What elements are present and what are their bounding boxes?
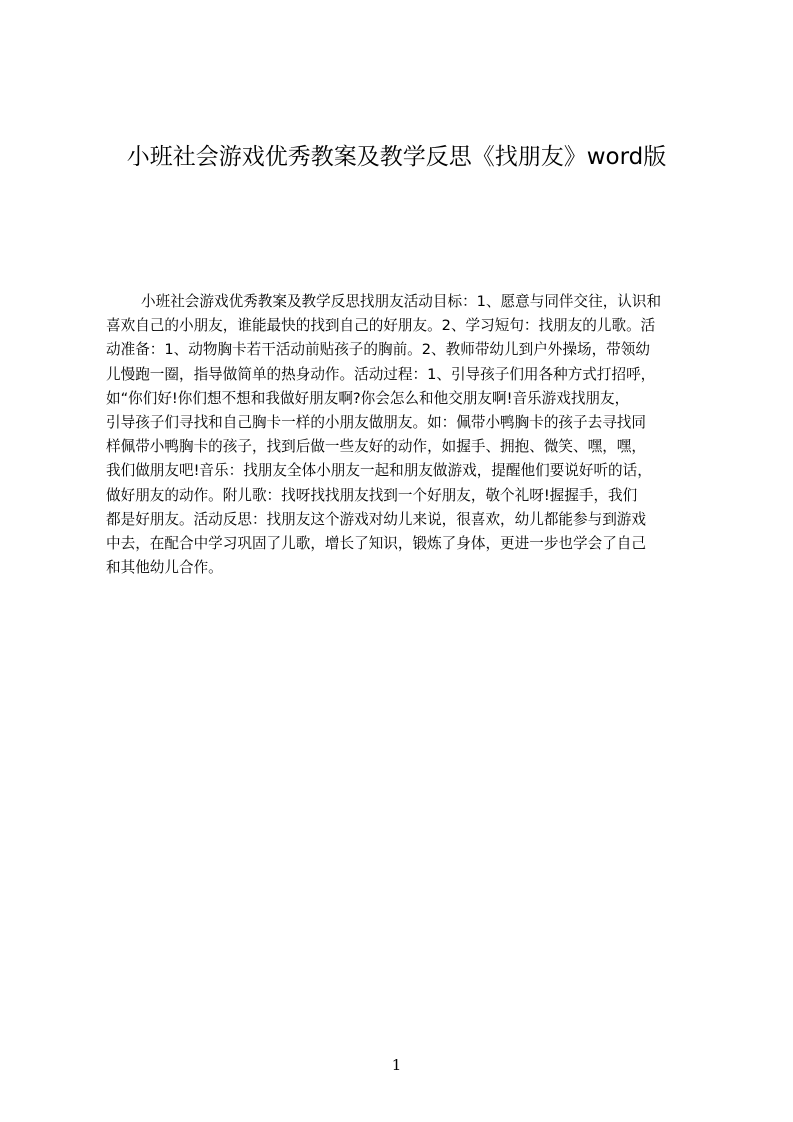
paragraph-line: 中去，在配合中学习巩固了儿歌，增长了知识，锻炼了身体，更进一步也学会了自己 (106, 534, 646, 552)
paragraph-line: 如“你们好!你们想不想和我做好朋友啊?你会怎么和他交朋友啊!音乐游戏找朋友， (106, 389, 630, 407)
document-title: 小班社会游戏优秀教案及教学反思《找朋友》word版 (126, 144, 667, 170)
paragraph-line: 和其他幼儿合作。 (106, 559, 223, 577)
paragraph-line: 引导孩子们寻找和自己胸卡一样的小朋友做朋友。如：佩带小鸭胸卡的孩子去寻找同 (106, 413, 646, 431)
page-number: 1 (391, 1056, 402, 1074)
paragraph-line: 我们做朋友吧!音乐：找朋友全体小朋友一起和朋友做游戏，提醒他们要说好听的话， (106, 462, 652, 480)
paragraph-line: 样佩带小鸭胸卡的孩子，找到后做一些友好的动作，如握手、拥抱、微笑、嘿，嘿， (106, 438, 646, 456)
paragraph-line: 小班社会游戏优秀教案及教学反思找朋友活动目标：1、愿意与同伴交往，认识和 (141, 293, 662, 310)
paragraph-line: 喜欢自己的小朋友，谁能最快的找到自己的好朋友。2、学习短句：找朋友的儿歌。活 (106, 317, 656, 335)
paragraph-line: 儿慢跑一圈，指导做简单的热身动作。活动过程：1、引导孩子们用各种方式打招呼， (106, 365, 656, 383)
paragraph-line: 动准备：1、动物胸卡若干活动前贴孩子的胸前。2、教师带幼儿到户外操场，带领幼 (106, 341, 650, 359)
paragraph-line: 都是好朋友。活动反思：找朋友这个游戏对幼儿来说，很喜欢，幼儿都能参与到游戏 (106, 510, 646, 528)
body-paragraph (106, 290, 703, 580)
paragraph-line: 做好朋友的动作。附儿歌：找呀找找朋友找到一个好朋友，敬个礼呀!握握手，我们 (106, 486, 638, 504)
